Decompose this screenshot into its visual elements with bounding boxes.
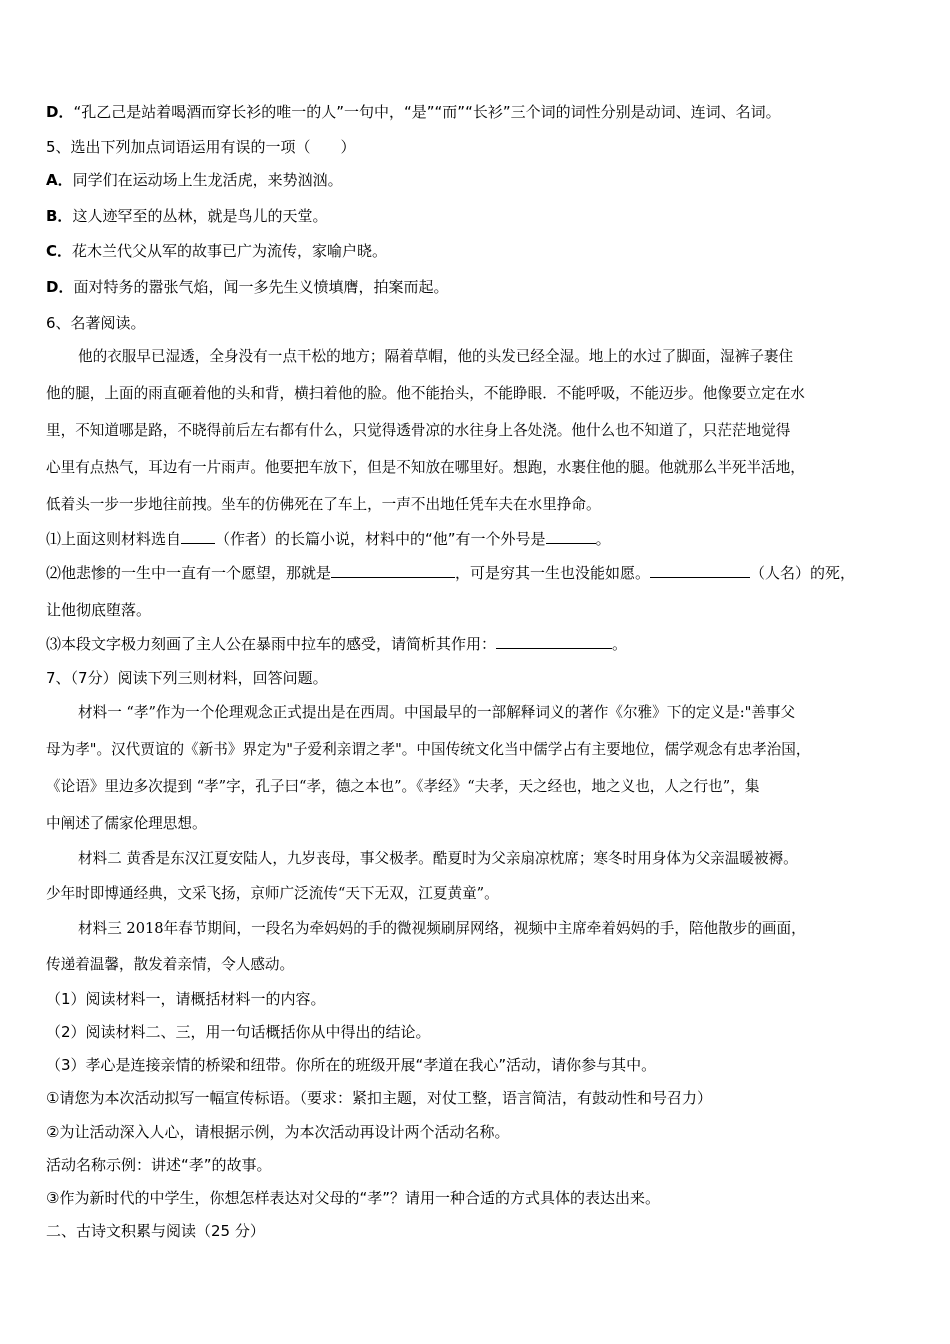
- q6-sub2-cont: 让他彻底堕落。: [46, 601, 152, 619]
- q4-option-d: [46, 102, 781, 122]
- sub1-text-b: （作者）的长篇小说，材料中的“他”有一个外号是: [215, 530, 546, 548]
- sub3-text-a: ⑶本段文字极力刻画了主人公在暴雨中拉车的感受，请简析其作用：: [46, 635, 497, 653]
- material-1-line: 材料一 “孝”作为一个伦理观念正式提出是在西周。中国最早的一部解释词义的著作《尔雅》下的定义是:"善事父: [78, 704, 796, 721]
- sub1-text-c: 。: [595, 530, 611, 548]
- passage-line: 低着头一步一步地往前拽。坐车的仿佛死在了车上，一声不出地任凭车夫在水里挣命。: [46, 496, 601, 513]
- sub2-text-c: （人名）的死，: [750, 564, 856, 582]
- option-letter: C．: [46, 242, 73, 260]
- question-5-stem: 5、选出下列加点词语运用有误的一项（ ）: [46, 138, 356, 156]
- question-7-stem: 7、（7分）阅读下列三则材料，回答问题。: [46, 669, 328, 687]
- option-letter: A．: [46, 171, 73, 189]
- option-text: “孔乙己是站着喝酒而穿长衫的唯一的人”一句中，“是”“而”“长衫”三个词的词性分别是动词、连词、名词。: [73, 103, 781, 121]
- answer-blank[interactable]: [650, 563, 750, 578]
- answer-blank[interactable]: [546, 529, 596, 544]
- q7-sub-question: （3）孝心是连接亲情的桥梁和纽带。你所在的班级开展“孝道在我心”活动，请你参与其中。: [46, 1056, 657, 1074]
- option-text: 这人迹罕至的丛林，就是鸟儿的天堂。: [72, 207, 328, 225]
- option-text: 花木兰代父从军的故事已广为流传，家喻户晓。: [72, 242, 388, 260]
- q7-sub-question: （1）阅读材料一，请概括材料一的内容。: [46, 990, 326, 1008]
- passage-line: 他的腿，上面的雨直砸着他的头和背，横扫着他的脸。他不能抬头，不能睁眼．不能呼吸，不能迈步。他像要立定在水: [46, 385, 805, 402]
- material-3-line: 材料三 2018年春节期间，一段名为牵妈妈的手的微视频刷屏网络，视频中主席牵着妈妈的手，陪他散步的画面，: [78, 920, 806, 937]
- q5-option-a: [46, 170, 343, 190]
- q6-sub1: [46, 529, 611, 549]
- option-letter: D．: [46, 278, 74, 296]
- passage-line: 里，不知道哪是路，不晓得前后左右都有什么，只觉得透骨凉的水往身上各处浇。他什么也不知道了，只茫茫地觉得: [46, 422, 791, 439]
- material-1-line: 中阐述了儒家伦理思想。: [46, 815, 207, 832]
- q5-option-b: [46, 206, 327, 226]
- q7-example: 活动名称示例：讲述“孝”的故事。: [46, 1156, 272, 1174]
- q7-sub-item: ①请您为本次活动拟写一幅宣传标语。（要求：紧扣主题，对仗工整，语言简洁，有鼓动性和号召力）: [46, 1089, 712, 1107]
- sub2-text-a: ⑵他悲惨的一生中一直有一个愿望，那就是: [46, 564, 332, 582]
- q6-sub3: [46, 634, 627, 654]
- q5-option-c: [46, 241, 387, 261]
- passage-line: 心里有点热气，耳边有一片雨声。他要把车放下，但是不知放在哪里好。想跑，水裹住他的腿。他就那么半死半活地，: [46, 459, 805, 476]
- answer-blank[interactable]: [331, 563, 455, 578]
- passage-line: 他的衣服早已湿透，全身没有一点干松的地方；隔着草帽，他的头发已经全湿。地上的水过了脚面，湿裤子裹住: [78, 348, 794, 365]
- option-text: 同学们在运动场上生龙活虎，来势汹汹。: [72, 171, 343, 189]
- material-2-line: 材料二 黄香是东汉江夏安陆人，九岁丧母，事父极孝。酷夏时为父亲扇凉枕席；寒冬时用身体为父亲温暖被褥。: [78, 850, 798, 867]
- sub3-text-b: 。: [612, 635, 628, 653]
- answer-blank[interactable]: [496, 634, 612, 649]
- material-1-line: 母为孝"。汉代贾谊的《新书》界定为"子爱利亲谓之孝"。中国传统文化当中儒学占有主要地位，儒学观念有忠孝治国，: [46, 741, 811, 758]
- material-2-line: 少年时即博通经典，文采飞扬，京师广泛流传“天下无双，江夏黄童”。: [46, 885, 499, 902]
- option-letter: B．: [46, 207, 73, 225]
- option-letter: D．: [46, 103, 74, 121]
- option-text: 面对特务的嚣张气焰，闻一多先生义愤填膺，拍案而起。: [73, 278, 449, 296]
- q7-sub-question: （2）阅读材料二、三，用一句话概括你从中得出的结论。: [46, 1023, 431, 1041]
- q5-option-d: [46, 277, 448, 297]
- section-heading: 二、古诗文积累与阅读（25 分）: [46, 1222, 265, 1240]
- question-6-stem: 6、名著阅读。: [46, 314, 146, 332]
- q7-sub-item: ③作为新时代的中学生，你想怎样表达对父母的“孝”？请用一种合适的方式具体的表达出来。: [46, 1189, 660, 1207]
- material-1-line: 《论语》里边多次提到 “孝”字，孔子曰“孝，德之本也”。《孝经》“夫孝，天之经也，地之义也，人之行也”，集: [46, 778, 760, 795]
- sub2-text-b: ，可是穷其一生也没能如愿。: [455, 564, 651, 582]
- q7-sub-item: ②为让活动深入人心，请根据示例，为本次活动再设计两个活动名称。: [46, 1123, 510, 1141]
- sub1-text-a: ⑴上面这则材料选自: [46, 530, 182, 548]
- material-3-line: 传递着温馨，散发着亲情，令人感动。: [46, 956, 295, 973]
- answer-blank[interactable]: [181, 529, 215, 544]
- q6-sub2: [46, 563, 855, 583]
